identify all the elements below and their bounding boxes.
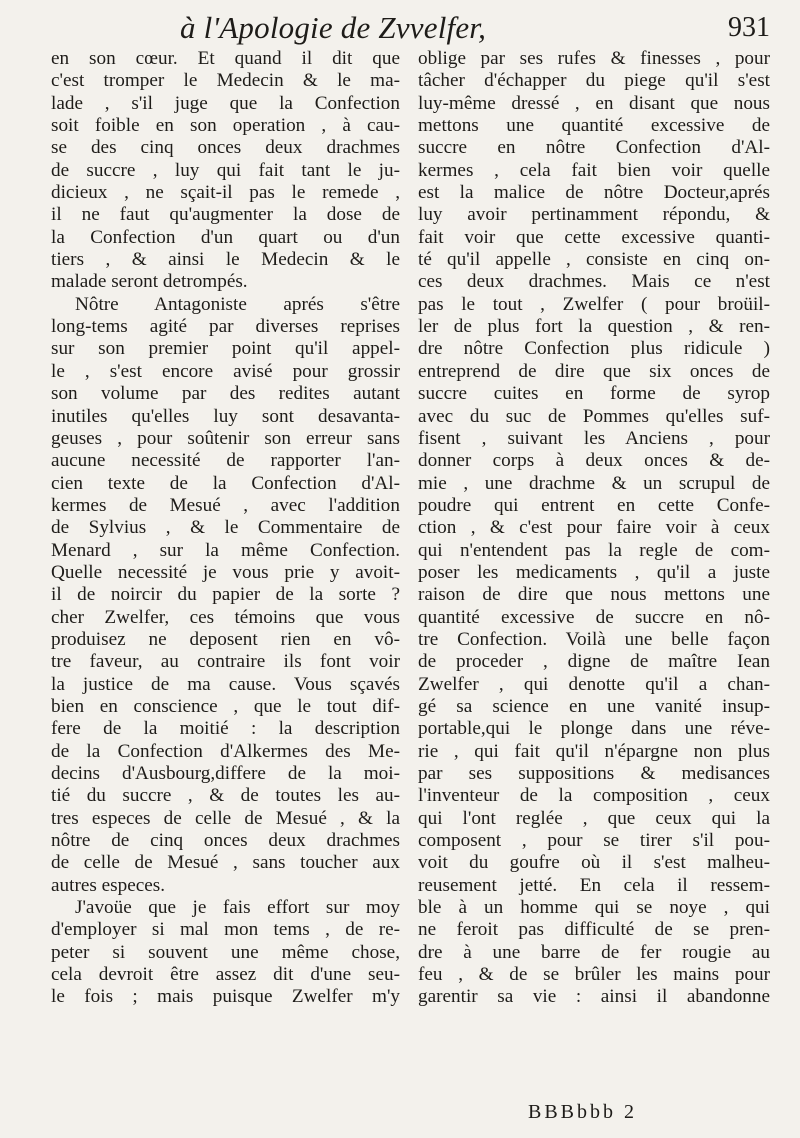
text-line: fait voir que cette excessive quanti- xyxy=(418,226,770,248)
text-line: en son cœur. Et quand il dit que xyxy=(51,48,400,69)
text-line: cela devroit être assez dit d'une seu- xyxy=(51,964,400,986)
text-line: Nôtre Antagoniste aprés s'être xyxy=(75,293,400,315)
text-line: garentir sa vie : ainsi il abandonne xyxy=(418,986,770,1008)
text-line: long-tems agité par diverses reprises xyxy=(51,316,400,338)
text-line: le fois ; mais puisque Zwelfer m'y xyxy=(51,986,400,1008)
text-line: dicieux , ne sçait-il pas le remede , xyxy=(51,182,400,204)
text-line: fere de la moitié : la description xyxy=(51,718,400,740)
text-line: sur son premier point qu'il appel- xyxy=(51,338,400,360)
text-line: donner corps à deux onces & de- xyxy=(418,450,770,472)
text-line: tiers , & ainsi le Medecin & le xyxy=(51,249,400,271)
text-line: autres especes. xyxy=(51,874,166,896)
text-line: ces deux drachmes. Mais ce n'est xyxy=(418,271,770,293)
text-line: avec du suc de Pommes qu'elles suf- xyxy=(418,405,770,427)
text-line: pas le tout , Zwelfer ( pour broüil- xyxy=(418,293,770,315)
text-line: de succre , luy qui fait tant le ju- xyxy=(51,159,400,181)
text-line: qui l'ont reglée , que ceux qui la xyxy=(418,807,770,829)
text-line: feu , & de se brûler les mains pour xyxy=(418,964,770,986)
text-line: J'avoüe que je fais effort sur moy xyxy=(75,897,400,919)
text-line: mie , une drachme & un scrupul de xyxy=(418,472,770,494)
text-line: aucune necessité de rapporter l'an- xyxy=(51,450,400,472)
text-line: entreprend de dire que six onces de xyxy=(418,360,770,382)
text-line: malade seront detrompés. xyxy=(51,271,248,293)
text-line: reusement jetté. En cela il ressem- xyxy=(418,874,770,896)
text-line: geuses , pour soûtenir son erreur sans xyxy=(51,427,400,449)
text-line: dre à une barre de fer rougie au xyxy=(418,941,770,963)
text-line: cien texte de la Confection d'Al- xyxy=(51,472,400,494)
text-line: mettons une quantité excessive de xyxy=(418,115,770,137)
text-line: par ses suppositions & medisances xyxy=(418,763,770,784)
text-line: té qu'il appelle , consiste en cinq on- xyxy=(418,249,770,271)
text-line: lade , s'il juge que la Confection xyxy=(51,92,400,114)
text-line: Zwelfer , qui denotte qu'il a chan- xyxy=(418,673,770,695)
text-line: c'est tromper le Medecin & le ma- xyxy=(51,70,400,92)
right-text-column xyxy=(418,48,770,1009)
text-line: il ne faut qu'augmenter la dose de xyxy=(51,204,400,226)
running-head xyxy=(180,10,740,46)
signature-mark: BBBbbb 2 xyxy=(528,1101,638,1123)
text-line: Menard , sur la même Confection. xyxy=(51,539,400,561)
text-line: quantité excessive de succre en nô- xyxy=(418,606,770,628)
text-line: kermes de Mesué , avec l'addition xyxy=(51,494,400,516)
text-line: d'employer si mal mon tems , de re- xyxy=(51,919,400,941)
text-line: bien en conscience , que le tout dif- xyxy=(51,695,400,717)
text-line: de Sylvius , & le Commentaire de xyxy=(51,517,400,539)
text-line: inutiles qu'elles luy sont desavanta- xyxy=(51,405,400,427)
text-line: poser les medicaments , qu'il a juste xyxy=(418,561,770,583)
text-line: portable,qui le plonge dans une réve- xyxy=(418,718,770,740)
text-line: ble à un homme qui se noye , qui xyxy=(418,897,770,919)
text-line: est la malice de nôtre Docteur,aprés xyxy=(418,182,770,204)
text-line: poudre qui entrent en cette Confe- xyxy=(418,494,770,516)
text-line: succre en nôtre Confection d'Al- xyxy=(418,137,770,159)
text-line: tre faveur, au contraire ils font voir xyxy=(51,651,400,673)
text-line: cher Zwelfer, ces témoins que vous xyxy=(51,606,400,628)
text-line: l'inventeur de la composition , ceux xyxy=(418,785,770,807)
text-line: nôtre de cinq onces deux drachmes xyxy=(51,830,400,852)
text-line: il de noircir du papier de la sorte ? xyxy=(51,584,400,606)
running-head-title: à l'Apologie de Zvvelfer, xyxy=(180,10,487,45)
text-line: kermes , cela fait bien voir quelle xyxy=(418,159,770,181)
text-line: tres especes de celle de Mesué , & la xyxy=(51,807,400,829)
text-line: ler de plus fort la question , & ren- xyxy=(418,316,770,338)
text-line: dre nôtre Confection plus ridicule ) xyxy=(418,338,770,360)
text-line: Quelle necessité je vous prie y avoit- xyxy=(51,561,400,583)
text-line: voit du goufre où il s'est malheu- xyxy=(418,852,770,874)
text-line: soit foible en son operation , à cau- xyxy=(51,115,400,137)
text-line: gé sa science en une vanité insup- xyxy=(418,695,770,717)
text-line: raison de dire que nous mettons une xyxy=(418,584,770,606)
text-line: de la Confection d'Alkermes des Me- xyxy=(51,740,400,762)
text-line: la Confection d'un quart ou d'un xyxy=(51,226,400,248)
text-line: luy avoir pertinamment répondu, & xyxy=(418,204,770,226)
text-line: produisez ne deposent rien en vô- xyxy=(51,628,400,650)
text-line: la justice de ma cause. Vous sçavés xyxy=(51,673,400,695)
text-line: peter si souvent une même chose, xyxy=(51,941,400,963)
text-line: de celle de Mesué , sans toucher aux xyxy=(51,852,400,874)
text-line: son volume par des redites autant xyxy=(51,383,400,405)
text-line: se des cinq onces deux drachmes xyxy=(51,137,400,159)
page-number: 931 xyxy=(728,12,770,43)
left-text-column xyxy=(51,48,400,1009)
text-line: ction , & c'est pour faire voir à ceux xyxy=(418,517,770,539)
text-line: fisent , suivant les Anciens , pour xyxy=(418,427,770,449)
text-line: de proceder , digne de maître Iean xyxy=(418,651,770,673)
text-line: qui n'entendent pas la regle de com- xyxy=(418,539,770,561)
text-line: decins d'Ausbourg,differe de la moi- xyxy=(51,763,400,784)
text-line: tre Confection. Voilà une belle façon xyxy=(418,628,770,650)
text-line: composent , pour se tirer s'il pou- xyxy=(418,830,770,852)
text-line: oblige par ses rufes & finesses , pour xyxy=(418,48,770,69)
text-line: luy-même dressé , en disant que nous xyxy=(418,92,770,114)
text-line: tâcher d'échapper du piege qu'il s'est xyxy=(418,70,770,92)
text-line: ne feroit pas difficulté de se pren- xyxy=(418,919,770,941)
text-line: le , s'est encore avisé pour grossir xyxy=(51,360,400,382)
text-line: succre cuites en forme de syrop xyxy=(418,383,770,405)
text-line: rie , qui fait qu'il n'épargne non plus xyxy=(418,740,770,762)
text-line: tié du succre , & de toutes les au- xyxy=(51,785,400,807)
